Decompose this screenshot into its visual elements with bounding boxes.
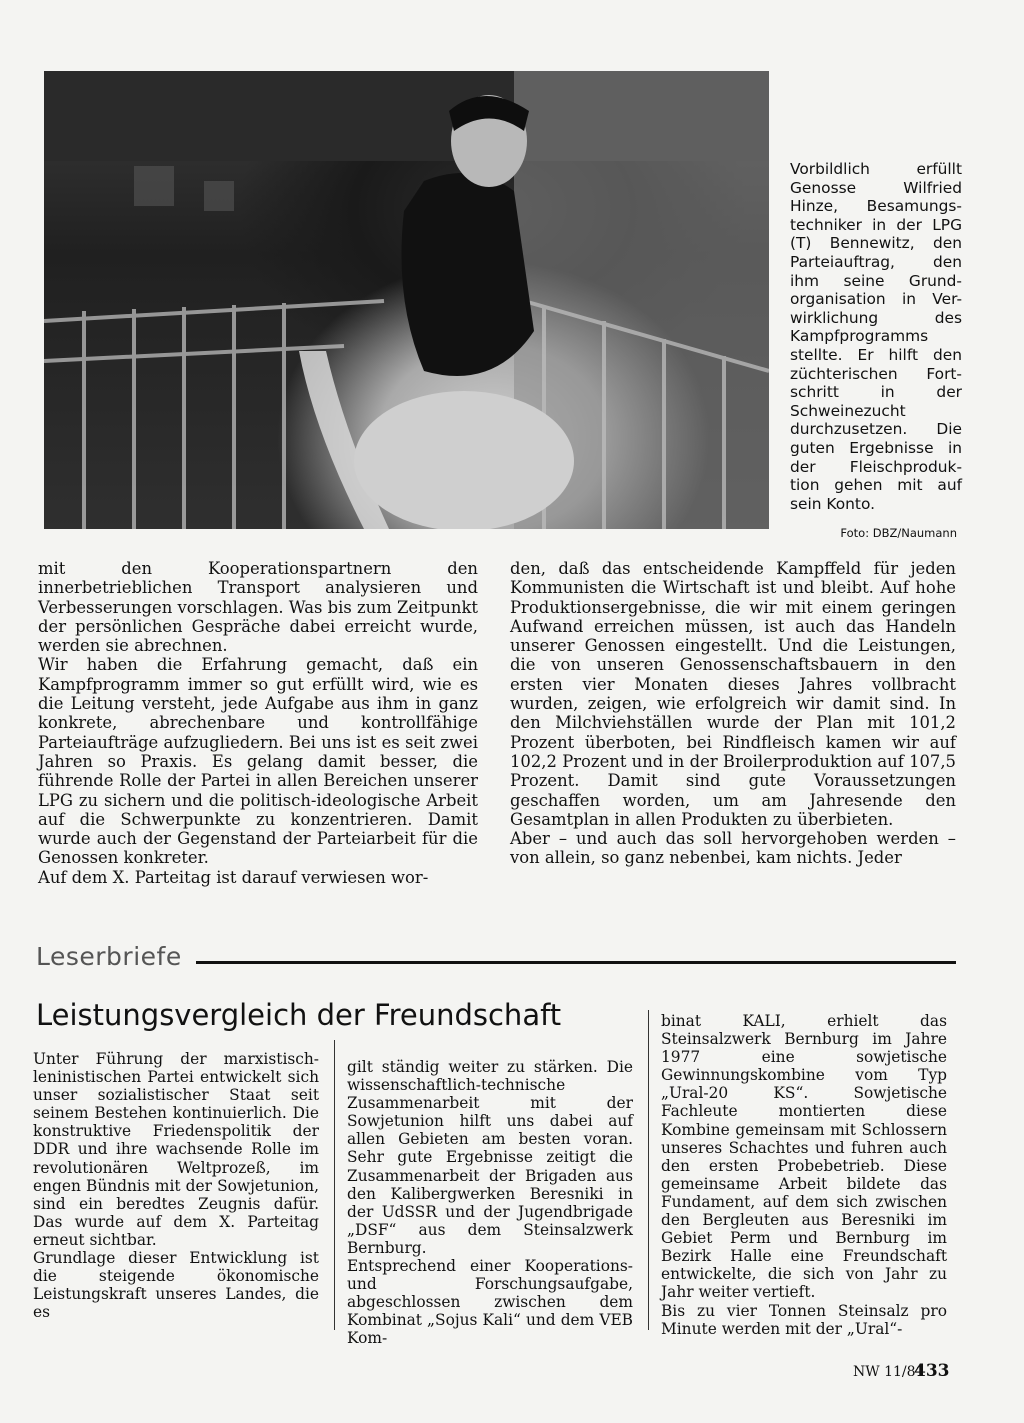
photo-pig-farmer xyxy=(44,71,769,529)
paragraph: mit den Kooperationspartnern den innerbetrieblichen Transport analysieren und Verbesserungen vorschlagen. Was bis zum Zeitpunkt der persönlichen Gespräche dabei erreicht wurde, werden sie abrechnen. xyxy=(38,559,478,656)
section-title: Leserbriefe xyxy=(36,942,182,971)
page-number: 433 xyxy=(914,1361,950,1381)
paragraph: den, daß das entscheidende Kampffeld für jeden Kommunisten die Wirtschaft ist und bleibt. Auf hohe Produktionsergebnisse, die wir mit einem geringen Aufwand erreichen müssen, ist auch das Handeln unserer Genossen eingestellt. Und die Leistungen, die von unseren Genossenschaftsbauern in den ersten vier Monaten dieses Jahres vollbracht wurden, zeigen, wie erfolgreich wir damit sind. In den Milchviehställen wurde der Plan mit 101,2 Prozent überboten, bei Rindfleisch kamen wir auf 102,2 Prozent und in der Broilerproduktion auf 107,5 Prozent. Damit sind gute Voraussetzungen geschaffen worden, um am Jahresende den Gesamtplan in allen Produkten zu überbieten. xyxy=(510,559,956,829)
paragraph: Grundlage dieser Entwicklung ist die steigende ökonomische Leistungskraft unseres Landes, die es xyxy=(33,1249,319,1322)
photo-caption: Vorbildlich erfüllt Genosse Wilfried Hinze, Besamungs-techniker in der LPG (T) Bennewitz, den Parteiauftrag, den ihm seine Grund-organisation in Ver-wirklichung des Kampfprogramms stellte. Er hilft den züchterischen Fort-schritt in der Schweinezucht durchzusetzen. Die guten Ergebnisse in der Fleischproduk-tion gehen mit auf sein Konto. xyxy=(790,160,962,513)
paragraph: binat KALI, erhielt das Steinsalzwerk Bernburg im Jahre 1977 eine sowjetische Gewinnungskombine vom Typ „Ural-20 KS“. Sowjetische Fachleute montierten diese Kombine gemeinsam mit Schlossern unseres Schachtes und fuhren auch den ersten Probebetrieb. Diese gemeinsame Arbeit bildete das Fundament, auf dem sich zwischen den Bergleuten aus Beresniki im Gebiet Perm und Bernburg im Bezirk Halle eine Freundschaft entwickelte, die sich von Jahr zu Jahr weiter vertieft. xyxy=(661,1012,947,1302)
article-column-1 xyxy=(38,559,478,887)
section-header xyxy=(36,942,956,976)
paragraph: Unter Führung der marxistisch-leninistischen Partei entwickelt sich unser sozialistischer Staat seit seinem Bestehen kontinuierlich. Die konstruktive Friedenspolitik der DDR und ihre wachsende Rolle im revolutionären Weltprozeß, im engen Bündnis mit der Sowjetunion, sind ein beredtes Zeugnis dafür. Das wurde auf dem X. Parteitag erneut sichtbar. xyxy=(33,1050,319,1249)
paragraph: Bis zu vier Tonnen Steinsalz pro Minute werden mit der „Ural“- xyxy=(661,1301,947,1338)
letter-column-3 xyxy=(661,1012,947,1338)
letter-column-1 xyxy=(33,1050,319,1321)
photo-credit: Foto: DBZ/Naumann xyxy=(840,526,957,540)
paragraph: Aber – und auch das soll hervorgehoben werden – von allein, so ganz nebenbei, kam nichts. Jeder xyxy=(510,829,956,868)
section-rule xyxy=(196,961,956,964)
column-divider xyxy=(648,1010,649,1330)
letter-column-2 xyxy=(347,1058,633,1348)
photo-illustration xyxy=(44,71,769,529)
paragraph: Wir haben die Erfahrung gemacht, daß ein Kampfprogramm immer so gut erfüllt wird, wie es die Leitung versteht, jede Aufgabe aus ihm in ganz konkrete, abrechenbare und kontrollfähige Parteiaufträge aufzugliedern. Bei uns ist es seit zwei Jahren so Praxis. Es gelang damit besser, die führende Rolle der Partei in allen Bereichen unserer LPG zu sichern und die politisch-ideologische Arbeit auf die Schwerpunkte zu konzentrieren. Damit wurde auch der Gegenstand der Parteiarbeit für die Genossen konkreter. xyxy=(38,655,478,868)
paragraph: Auf dem X. Parteitag ist darauf verwiesen wor- xyxy=(38,867,429,887)
paragraph: Entsprechend einer Kooperations- und Forschungsaufgabe, abgeschlossen zwischen dem Kombinat „Sojus Kali“ und dem VEB Kom- xyxy=(347,1257,633,1348)
column-divider xyxy=(334,1040,335,1330)
paragraph: gilt ständig weiter zu stärken. Die wissenschaftlich-technische Zusammenarbeit mit der Sowjetunion hilft uns dabei auf allen Gebieten am besten voran. Sehr gute Ergebnisse zeitigt die Zusammenarbeit der Brigaden aus den Kalibergwerken Beresniki in der UdSSR und der Jugendbrigade „DSF“ aus dem Steinsalzwerk Bernburg. xyxy=(347,1058,633,1257)
article-column-2 xyxy=(510,559,956,868)
journal-issue: NW 11/81 xyxy=(853,1364,925,1380)
letter-headline: Leistungsvergleich der Freundschaft xyxy=(36,998,562,1032)
